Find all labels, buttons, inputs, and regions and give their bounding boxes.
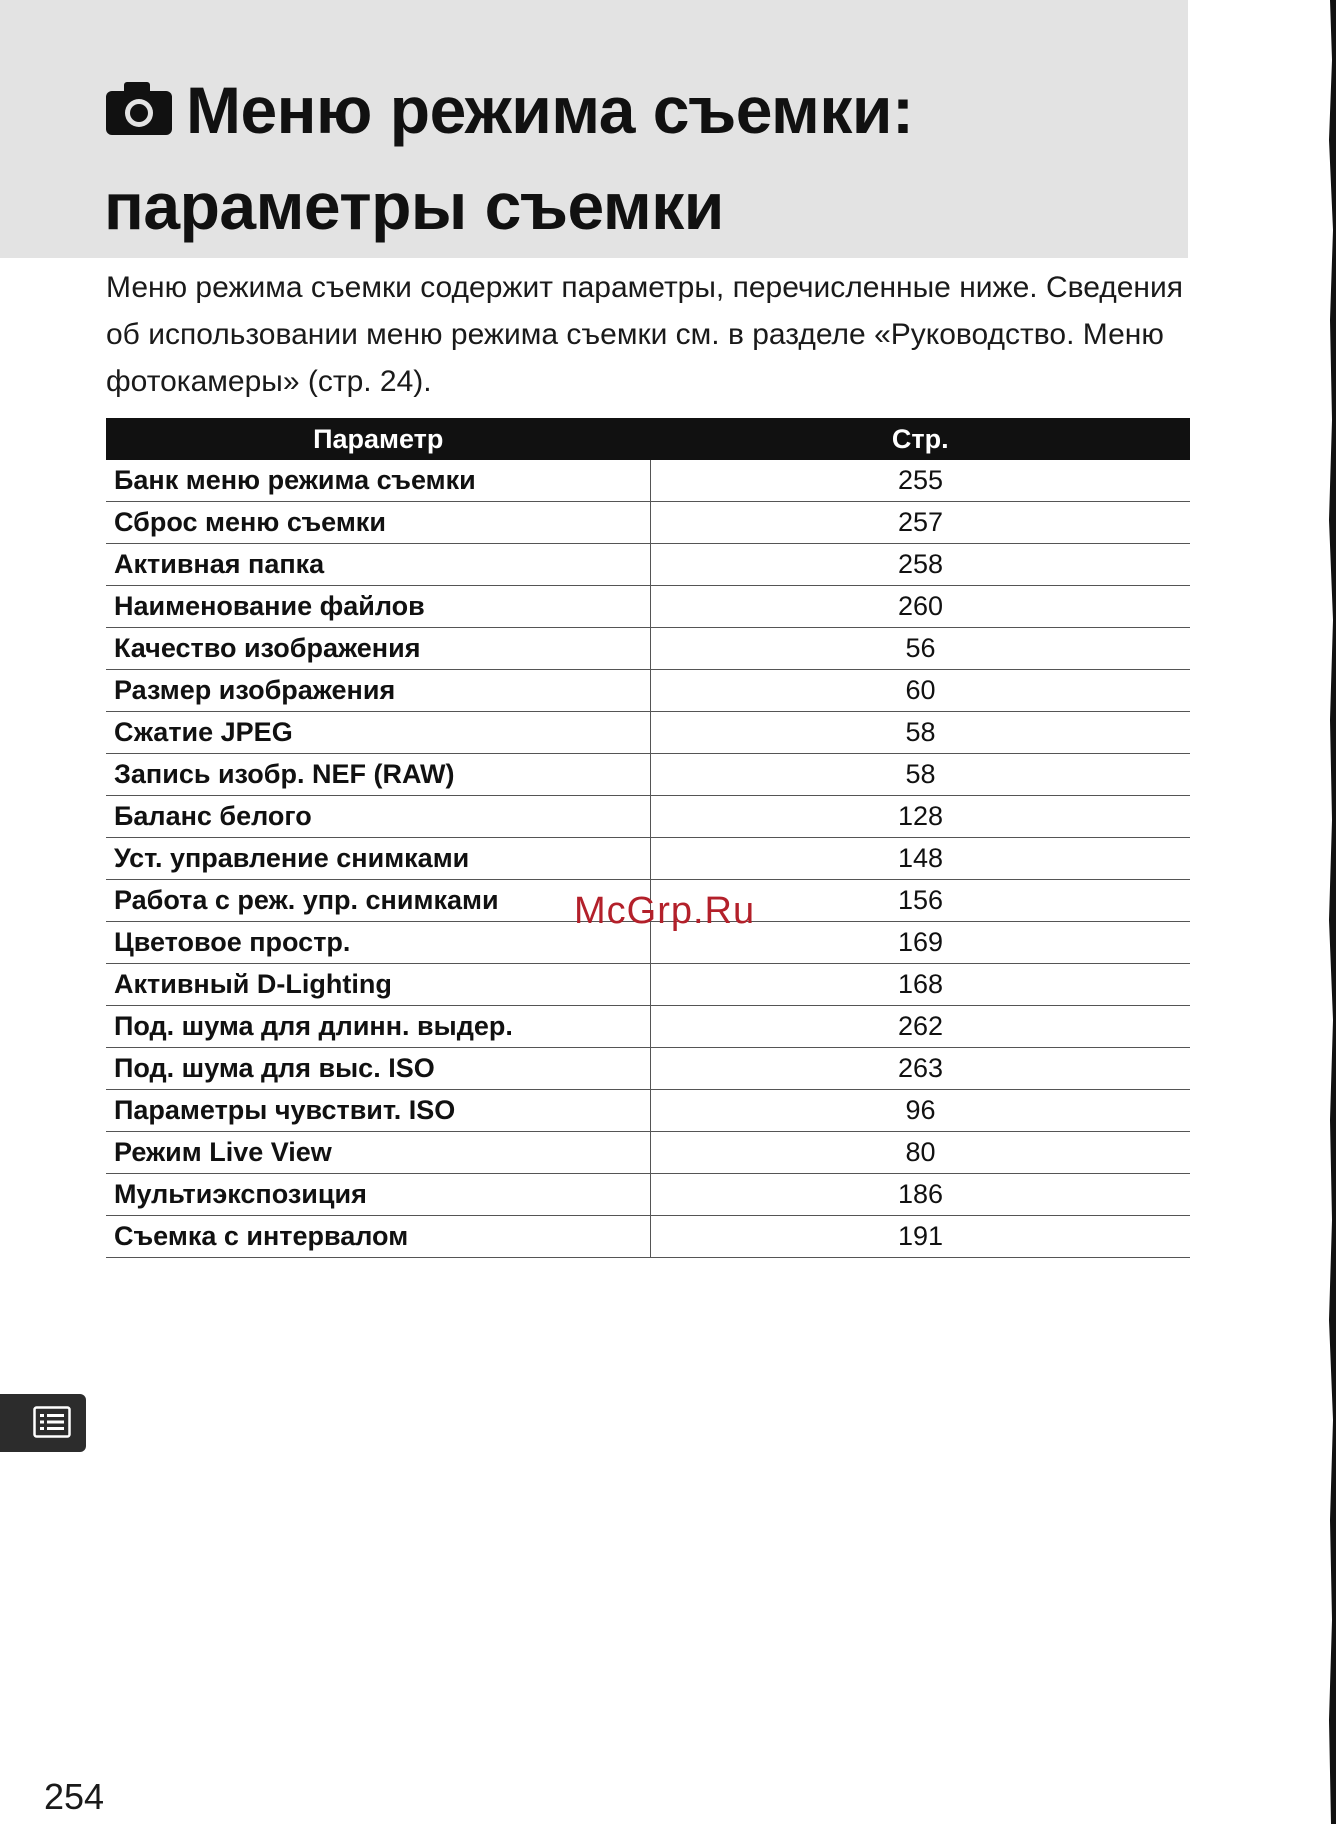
page-title xyxy=(104,62,913,254)
title-line-1 xyxy=(104,62,913,158)
parameter-name: Активный D-Lighting xyxy=(106,964,651,1006)
parameter-page: 168 xyxy=(651,964,1191,1006)
table-row xyxy=(106,754,1190,796)
parameter-page: 148 xyxy=(651,838,1191,880)
menu-list-icon xyxy=(33,1406,71,1438)
table-row xyxy=(106,1090,1190,1132)
table-row xyxy=(106,1216,1190,1258)
parameter-name: Качество изображения xyxy=(106,628,651,670)
parameter-name: Размер изображения xyxy=(106,670,651,712)
parameter-name: Мультиэкспозиция xyxy=(106,1174,651,1216)
parameter-name: Активная папка xyxy=(106,544,651,586)
column-header-page: Стр. xyxy=(651,418,1191,460)
table-row xyxy=(106,796,1190,838)
table-row xyxy=(106,670,1190,712)
section-tab xyxy=(0,1394,86,1452)
page-number: 254 xyxy=(44,1776,105,1817)
camera-icon xyxy=(104,79,174,137)
parameter-page: 60 xyxy=(651,670,1191,712)
parameter-page: 255 xyxy=(651,460,1191,502)
intro-paragraph: Меню режима съемки содержит параметры, перечисленные ниже. Сведения об использовании меню режима съемки см. в разделе «Руководство. Меню фотокамеры» (стр. 24). xyxy=(106,271,1183,398)
table-body xyxy=(106,460,1190,1258)
table-row xyxy=(106,460,1190,502)
title-text-1: Меню режима съемки: xyxy=(186,73,914,147)
parameter-page: 262 xyxy=(651,1006,1191,1048)
parameter-page: 257 xyxy=(651,502,1191,544)
parameter-page: 191 xyxy=(651,1216,1191,1258)
title-line-2: параметры съемки xyxy=(104,169,724,243)
parameter-page: 169 xyxy=(651,922,1191,964)
parameter-page: 58 xyxy=(651,754,1191,796)
parameter-name: Параметры чувствит. ISO xyxy=(106,1090,651,1132)
parameter-page: 80 xyxy=(651,1132,1191,1174)
parameter-page: 263 xyxy=(651,1048,1191,1090)
parameter-name: Банк меню режима съемки xyxy=(106,460,651,502)
parameter-name: Под. шума для выс. ISO xyxy=(106,1048,651,1090)
parameters-table xyxy=(106,418,1190,1258)
table-row xyxy=(106,502,1190,544)
binding-edge xyxy=(1324,0,1336,1824)
parameter-name: Режим Live View xyxy=(106,1132,651,1174)
parameter-name: Сжатие JPEG xyxy=(106,712,651,754)
parameter-name: Баланс белого xyxy=(106,796,651,838)
parameter-page: 258 xyxy=(651,544,1191,586)
parameter-name: Цветовое простр. xyxy=(106,922,651,964)
parameter-name: Под. шума для длинн. выдер. xyxy=(106,1006,651,1048)
parameter-name: Уст. управление снимками xyxy=(106,838,651,880)
table-row xyxy=(106,1048,1190,1090)
parameter-page: 128 xyxy=(651,796,1191,838)
watermark: McGrp.Ru xyxy=(574,890,756,932)
parameter-page: 156 xyxy=(651,880,1191,922)
parameter-page: 96 xyxy=(651,1090,1191,1132)
table-row xyxy=(106,1006,1190,1048)
parameter-page: 56 xyxy=(651,628,1191,670)
parameter-name: Запись изобр. NEF (RAW) xyxy=(106,754,651,796)
parameter-page: 260 xyxy=(651,586,1191,628)
table-row xyxy=(106,1132,1190,1174)
parameter-page: 186 xyxy=(651,1174,1191,1216)
table-row xyxy=(106,628,1190,670)
parameter-name: Съемка с интервалом xyxy=(106,1216,651,1258)
parameter-name: Сброс меню съемки xyxy=(106,502,651,544)
table-row xyxy=(106,544,1190,586)
table-row xyxy=(106,964,1190,1006)
parameter-name: Наименование файлов xyxy=(106,586,651,628)
table-row xyxy=(106,712,1190,754)
parameter-name: Работа с реж. упр. снимками xyxy=(106,880,651,922)
table-header-row xyxy=(106,418,1190,460)
column-header-parameter: Параметр xyxy=(106,418,651,460)
table-row xyxy=(106,586,1190,628)
table-row xyxy=(106,1174,1190,1216)
parameter-page: 58 xyxy=(651,712,1191,754)
table-row xyxy=(106,838,1190,880)
